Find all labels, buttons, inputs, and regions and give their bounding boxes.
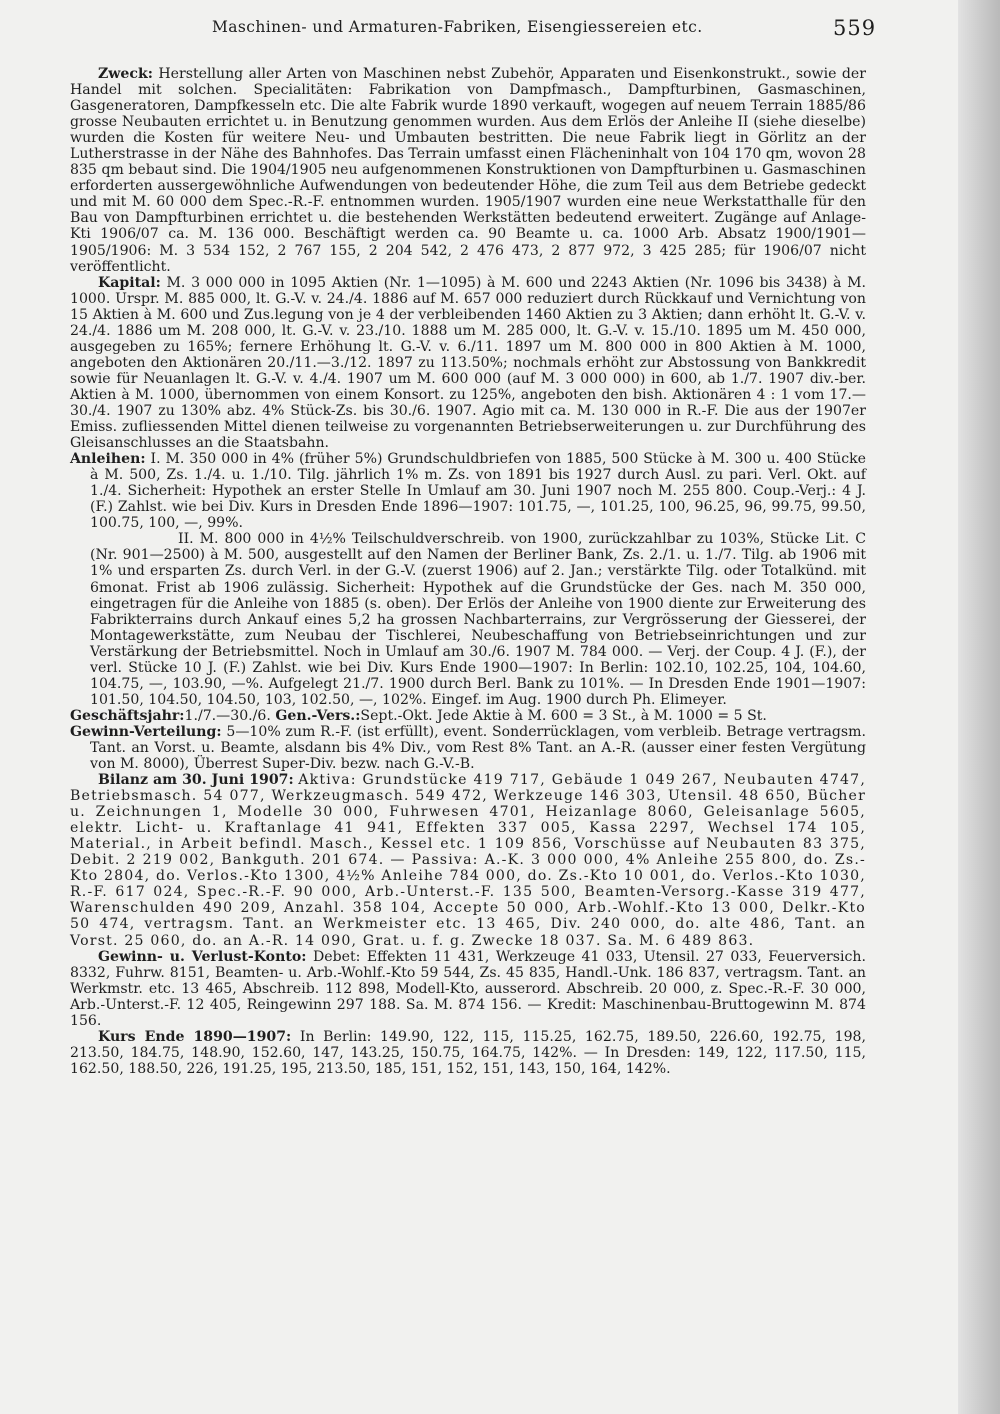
running-title: Maschinen- und Armaturen-Fabriken, Eisengiessereien etc. [212,18,703,36]
gewinn-verteilung-label: Gewinn-Verteilung: [70,723,222,740]
gewinn-verlust-label: Gewinn- u. Verlust-Konto: [98,948,307,965]
bilanz-label: Bilanz am 30. Juni 1907: [98,772,294,789]
kapital-text: M. 3 000 000 in 1095 Aktien (Nr. 1—1095) à M. 600 und 2243 Aktien (Nr. 1096 bis 3438) à M. 1000. Urspr. M. 885 000, lt. G.-V. v. 24./4. 1886 auf M. 657 000 reduziert durch Rückkauf und Vernichtung von 15 Aktien à M. 600 und Zus.legung von je 4 der verbleibenden 1460 Aktien zu 3 Aktien; dann erhöht lt. G.-V. v. 24./4. 1886 um M. 208 000, lt. G.-V. v. 23./10. 1888 um M. 285 000, lt. G.-V. v. 15./10. 1895 um M. 450 000, ausgegeben zu 165%; fernere Erhöhung lt. G.-V. v. 6./11. 1897 um M. 800 000 in 800 Aktien à M. 1000, angeboten den Aktionären 20./11.—3./12. 1897 zu 113.50%; nochmals erhöht zur Abstossung von Bankkredit sowie für Neuanlagen lt. G.-V. v. 4./4. 1907 um M. 600 000 (auf M. 3 000 000) in 600, ab 1./7. 1907 div.-ber. Aktien à M. 1000, übernommen von einem Konsort. zu 125%, angeboten den bish. Aktionären 4 : 1 vom 17.—30./4. 1907 zu 130% abz. 4% Stück-Zs. bis 30./6. 1907. Agio mit ca. M. 130 000 in R.-F. Die aus der 1907er Emiss. zufliessenden Mittel dienen teilweise zu vorgenannten Betriebserweiterungen u. zur Durchführung des Gleisanschlusses an die Staatsbahn. [70,274,867,452]
kapital-paragraph [70,275,866,452]
zweck-paragraph [70,66,866,275]
geschaeftsjahr-label: Geschäftsjahr: [70,707,185,724]
anleihe-1-text: I. M. 350 000 in 4% (früher 5%) Grundschuldbriefen von 1885, 500 Stücke à M. 300 u. 400 Stücke à M. 500, Zs. 1./4. u. 1./10. Tilg. jährlich 1% m. Zs. von 1891 bis 1927 durch Ausl. zu pari. Verl. Okt. auf 1./4. Sicherheit: Hypothek an erster Stelle In Umlauf am 30. Juni 1907 noch M. 255 800. Coup.-Verj.: 4 J. (F.) Zahlst. wie bei Div. Kurs in Dresden Ende 1896—1907: 101.75, —, 101.25, 100, 96.25, 96, 99.75, 99.50, 100.75, 100, —, 99%. [90,451,867,532]
gewinn-verlust-paragraph [70,949,866,1029]
bilanz-paragraph [70,772,866,949]
gewinn-verteilung-paragraph [70,724,866,772]
geschaeftsjahr-paragraph [70,708,866,724]
gen-vers-label: Gen.-Vers.: [275,707,361,724]
zweck-label: Zweck: [98,66,153,82]
article-body [70,66,866,1077]
geschaeftsjahr-text: 1./7.—30./6. [184,707,271,724]
bilanz-text: Aktiva: Grundstücke 419 717, Gebäude 1 049 267, Neubauten 4747, Betriebsmasch. 54 077, Werkzeugmasch. 549 472, Werkzeuge 146 303, Utensil. 48 650, Bücher u. Zeichnungen 1, Modelle 30 000, Fuhrwesen 4701, Heizanlage 8060, Geleisanlage 5605, elektr. Licht- u. Kraftanlage 41 941, Effekten 337 005, Kassa 2297, Wechsel 174 105, Material., in Arbeit befindl. Masch., Kessel etc. 1 109 856, Vorschüsse auf Neubauten 83 375, Debit. 2 219 002, Bankguth. 201 674. — Passiva: A.-K. 3 000 000, 4% Anleihe 255 800, do. Zs.-Kto 2804, do. Verlos.-Kto 1300, 4½% Anleihe 784 000, do. Zs.-Kto 10 001, do. Verlos.-Kto 1030, R.-F. 617 024, Spec.-R.-F. 90 000, Arb.-Unterst.-F. 135 500, Beamten-Versorg.-Kasse 319 477, Warenschulden 490 209, Anzahl. 358 104, Accepte 50 000, Arb.-Wohlf.-Kto 13 000, Delkr.-Kto 50 474, vertragsm. Tant. an Werkmeister etc. 13 465, Div. 240 000, do. alte 486, Tant. an Vorst. 25 060, do. an A.-R. 14 090, Grat. u. f. g. Zwecke 18 037. Sa. M. 6 489 863. [70,772,867,949]
page-edge-shadow [958,0,1000,1414]
gen-vers-text: Sept.-Okt. Jede Aktie à M. 600 = 3 St., à M. 1000 = 5 St. [360,707,767,724]
kurs-paragraph [70,1029,866,1077]
anleihen-label: Anleihen: [70,451,146,468]
anleihe-2-paragraph [70,531,866,708]
gewinn-verlust-text: Debet: Effekten 11 431, Werkzeuge 41 033, Utensil. 27 033, Feuerversich. 8332, Fuhrw. 8151, Beamten- u. Arb.-Wohlf.-Kto 59 544, Zs. 45 835, Handl.-Unk. 186 837, vertragsm. Tant. an Werkmstr. etc. 13 465, Abschreib. 112 898, Modell-Kto, ausserord. Abschreib. 20 000, z. Spec.-R.-F. 30 000, Arb.-Unterst.-F. 12 405, Reingewinn 297 188. Sa. M. 874 156. — Kredit: Maschinenbau-Bruttogewinn M. 874 156. [70,948,866,1029]
kapital-label: Kapital: [98,274,161,291]
zweck-text: Herstellung aller Arten von Maschinen nebst Zubehör, Apparaten und Eisenkonstrukt., sowie der Handel mit solchen. Specialitäten: Fabrikation von Dampfmasch., Dampfturbinen, Gasmaschinen, Gasgeneratoren, Dampfkesseln etc. Die alte Fabrik wurde 1890 verkauft, wogegen auf neuem Terrain 1885/86 grosse Neubauten errichtet u. in Benutzung genommen wurden. Aus dem Erlös der Anleihe II (siehe dieselbe) wurden die Kosten für weitere Neu- und Umbauten bestritten. Die neue Fabrik liegt in Görlitz an der Lutherstrasse in der Nähe des Bahnhofes. Das Terrain umfasst einen Flächeninhalt von 104 170 qm, wovon 28 835 qm bebaut sind. Die 1904/1905 neu aufgenommenen Konstruktionen von Dampfturbinen u. Gasmaschinen erforderten aussergewöhnliche Aufwendungen von bedeutender Höhe, die zum Teil aus dem Betriebe gedeckt und mit M. 60 000 dem Spec.-R.-F. entnommen wurden. 1905/1907 wurden eine neue Werkstatthalle für den Bau von Dampfturbinen errichtet u. die bestehenden Werkstätten bedeutend erweitert. Zugänge auf Anlage-Kti 1906/07 ca. M. 136 000. Beschäftigt werden ca. 90 Beamte u. ca. 1000 Arb. Absatz 1900/1901—1905/1906: M. 3 534 152, 2 767 155, 2 204 542, 2 476 473, 2 877 972, 3 425 285; für 1906/07 nicht veröffentlicht. [70,66,866,275]
kurs-label: Kurs Ende 1890—1907: [98,1028,292,1045]
kurs-text: In Berlin: 149.90, 122, 115, 115.25, 162.75, 189.50, 226.60, 192.75, 198, 213.50, 184.75, 148.90, 152.60, 147, 143.25, 150.75, 164.75, 142%. — In Dresden: 149, 122, 117.50, 115, 162.50, 188.50, 226, 191.25, 195, 213.50, 185, 151, 152, 151, 143, 150, 164, 142%. [70,1028,867,1077]
anleihen-paragraph [70,451,866,531]
page-number: 559 [833,16,877,40]
anleihe-2-text: II. M. 800 000 in 4½% Teilschuldverschreib. von 1900, zurückzahlbar zu 103%, Stücke Lit. C (Nr. 901—2500) à M. 500, ausgestellt auf den Namen der Berliner Bank, Zs. 2./1. u. 1./7. Tilg. ab 1906 mit 1% und ersparten Zs. durch Verl. in der G.-V. (zuerst 1906) auf 2. Jan.; verstärkte Tilg. oder Totalkünd. mit 6monat. Frist ab 1906 zulässig. Sicherheit: Hypothek auf die Grundstücke der Ges. nach M. 350 000, eingetragen für die Anleihe von 1885 (s. oben). Der Erlös der Anleihe von 1900 diente zur Erweiterung des Fabrikterrains durch Ankauf eines 5,2 ha grossen Nachbarterrains, zur Vergrösserung der Giesserei, der Montagewerkstätte, zum Neubau der Tischlerei, Neubeschaffung von Betriebseinrichtungen und zur Verstärkung der Betriebsmittel. Noch in Umlauf am 30./6. 1907 M. 784 000. — Verj. der Coup. 4 J. (F.), der verl. Stücke 10 J. (F.) Zahlst. wie bei Div. Kurs Ende 1900—1907: In Berlin: 102.10, 102.25, 104, 104.60, 104.75, —, 103.90, —%. Aufgelegt 21./7. 1900 durch Berl. Bank zu 101%. — In Dresden Ende 1901—1907: 101.50, 104.50, 104.50, 103, 102.50, —, 102%. Eingef. im Aug. 1900 durch Ph. Elimeyer. [90,531,866,708]
gewinn-verteilung-text: 5—10% zum R.-F. (ist erfüllt), event. Sonderrücklagen, vom verbleib. Betrage vertragsm. Tant. an Vorst. u. Beamte, alsdann bis 4% Div., vom Rest 8% Tant. an A.-R. (ausser einer festen Vergütung von M. 8000), Überrest Super-Div. bezw. nach G.-V.-B. [90,723,866,773]
